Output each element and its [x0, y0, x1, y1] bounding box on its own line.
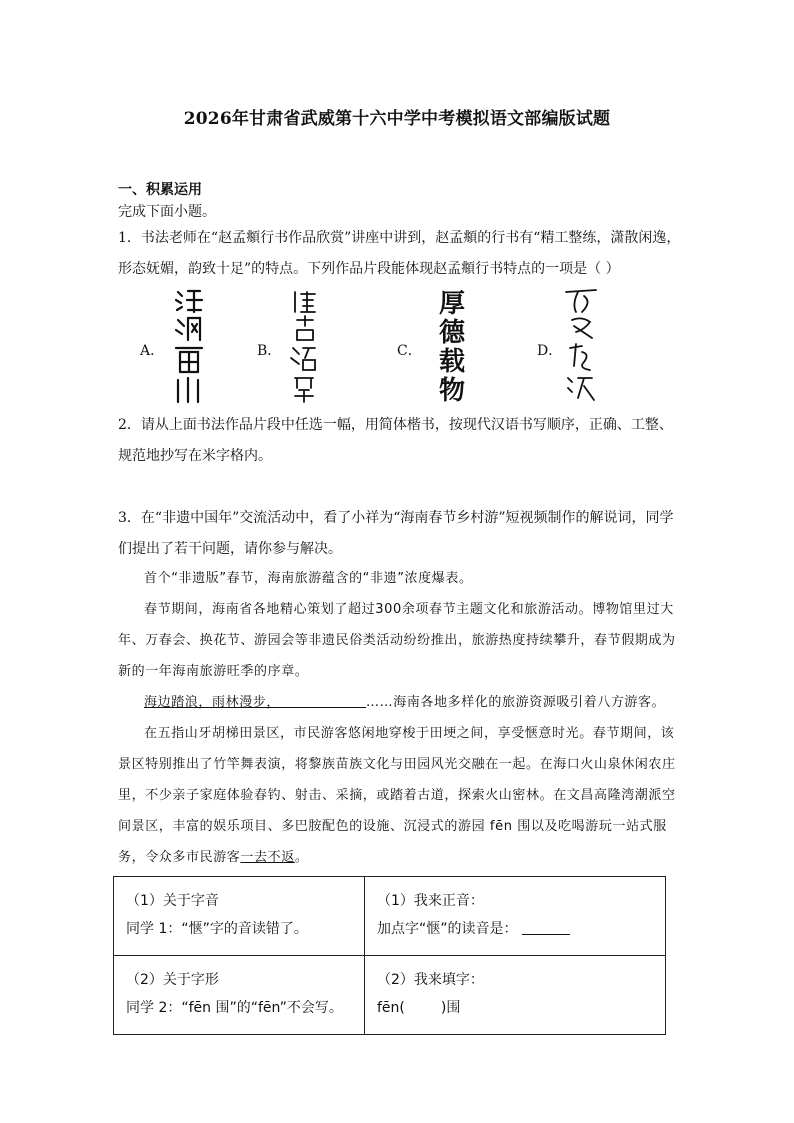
- passage-text: 在五指山牙胡梯田景区，市民游客悠闲地穿梭于田埂之间，享受惬意时光。春节期间，该景区特别推出了竹竿舞表演，将黎族苗族文化与田园风光交融在一起。在海口火山泉休闲农庄里，不少亲子家庭体验春钓、射击、采摘，或踏着古道，探索火山密林。在文昌高隆湾潮派空间景区，丰富的娱乐项目、多巴胺配色的设施、沉浸式的游园 fēn 围以及吃喝游玩一站式服务，令众多市民游客: [118, 726, 676, 865]
- underlined-phrase: 海边踏浪，雨林漫步，: [144, 695, 281, 710]
- question-3-line-1: 3．在“非遗中国年”交流活动中，看了小祥为“海南春节乡村游”短视频制作的解说词，同学: [118, 510, 674, 526]
- calligraphy-char: 物: [438, 376, 466, 404]
- cell-body: 同学 2：“fēn 围”的“fēn”不会写。: [126, 1000, 343, 1016]
- option-b-label: B．: [257, 343, 282, 359]
- passage-paragraph-2: 春节期间，海南省各地精心策划了超过300余项春节主题文化和旅游活动。博物馆里过大年、万春会、换花节、游园会等非遗民俗类活动纷纷推出，旅游热度持续攀升，春节假期成为新的一年海南旅游旺季的序章。: [118, 602, 676, 679]
- cell-text: )围: [440, 1000, 461, 1016]
- question-3-line-2: 们提出了若干问题，请你参与解决。: [118, 541, 342, 557]
- passage-paragraph-1: 首个“非遗版”春节，海南旅游蕴含的“非遗”浓度爆表。: [144, 571, 473, 586]
- passage-text: ……海南各地多样化的旅游资源吸引着八方游客。: [366, 695, 666, 710]
- passage-text: 。: [294, 850, 309, 865]
- calligraphy-running-script-icon: [562, 286, 612, 404]
- cell-heading: （2）关于字形: [126, 972, 219, 988]
- cell-heading: （2）我来填字：: [377, 972, 484, 988]
- table-row: [114, 877, 666, 956]
- question-2-line-2: 规范地抄写在米字格内。: [118, 448, 272, 464]
- cell-heading: （1）我来正音：: [377, 893, 484, 909]
- table-cell: [365, 956, 666, 1035]
- cell-body: [377, 994, 655, 1022]
- calligraphy-char: 厚: [438, 289, 466, 319]
- option-c-label: C．: [397, 343, 422, 359]
- cell-body: 同学 1：“惬”字的音读错了。: [126, 921, 308, 937]
- calligraphy-char: 载: [438, 347, 466, 377]
- table-cell: [365, 877, 666, 956]
- option-a-label: A．: [140, 343, 165, 359]
- table-row: [114, 956, 666, 1035]
- answer-blank[interactable]: [280, 693, 366, 708]
- passage-paragraph-4: [118, 718, 686, 873]
- calligraphy-char: 德: [438, 318, 466, 348]
- passage-paragraph-3: [118, 687, 686, 718]
- cell-text: 加点字“惬”的读音是：: [377, 921, 518, 937]
- section-instruction: 完成下面小题。: [118, 204, 216, 220]
- section-heading: 一、积累运用: [118, 182, 202, 198]
- table-cell: [114, 956, 365, 1035]
- answer-blank[interactable]: [522, 920, 570, 935]
- underlined-phrase: 一去不返: [240, 850, 295, 865]
- question-2-line-1: 2．请从上面书法作品片段中任选一幅，用简体楷书，按现代汉语书写顺序，正确、工整、: [118, 417, 673, 433]
- page-title: 2026年甘肃省武威第十六中学中考模拟语文部编版试题: [183, 109, 611, 129]
- calligraphy-seal-script-icon: [170, 286, 220, 404]
- cell-body: [377, 915, 655, 943]
- option-d-label: D．: [537, 343, 563, 359]
- calligraphy-thin-script-icon: [285, 286, 335, 404]
- cell-heading: （1）关于字音: [126, 893, 219, 909]
- calligraphy-bold-regular-icon: [428, 286, 476, 404]
- qa-table: [113, 876, 666, 1035]
- cell-text: fēn(: [377, 1000, 405, 1016]
- question-1-line-1: 1．书法老师在“赵孟頫行书作品欣赏”讲座中讲到，赵孟頫的行书有“精工整练，潇散闲逸，: [118, 230, 681, 246]
- question-1-line-2: 形态妩媚，韵致十足”的特点。下列作品片段能体现赵孟頫行书特点的一项是（ ）: [118, 261, 620, 277]
- table-cell: [114, 877, 365, 956]
